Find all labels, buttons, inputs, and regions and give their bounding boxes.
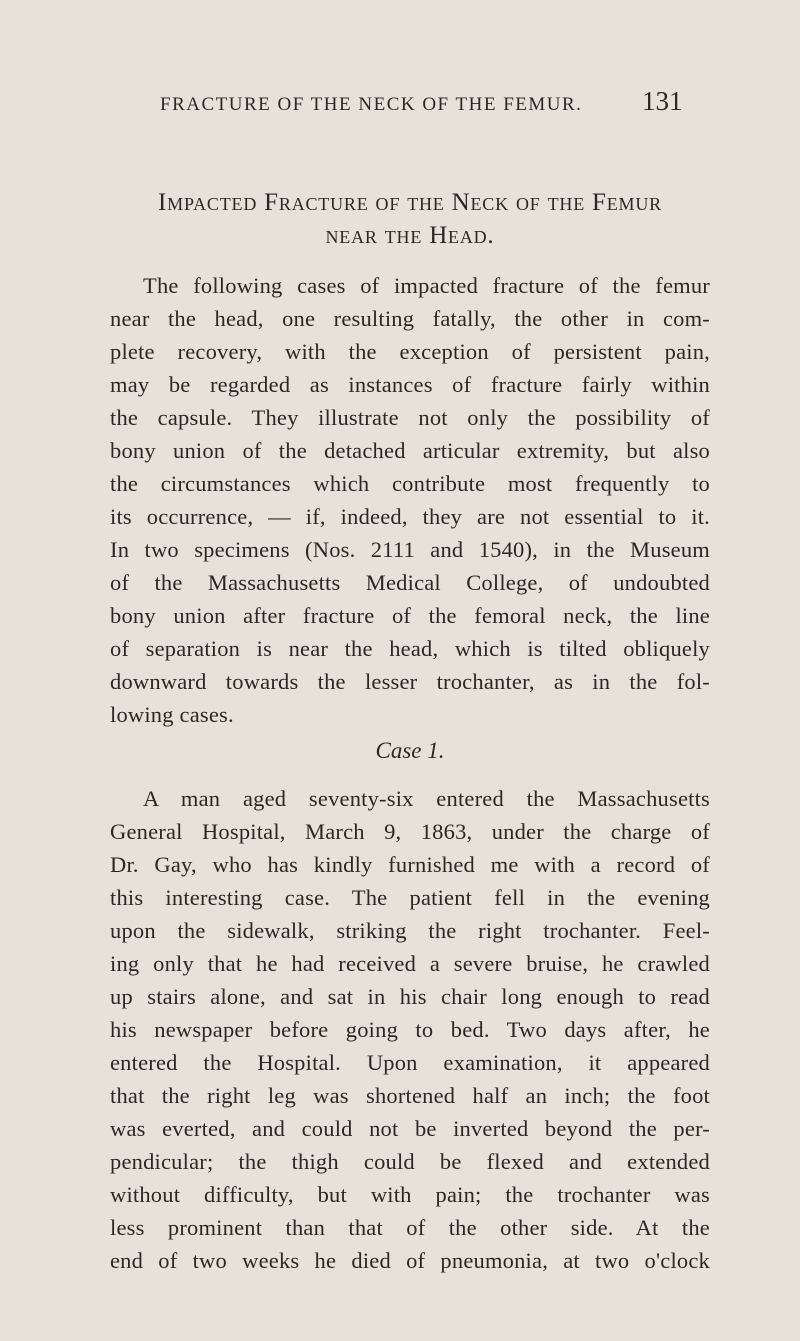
text-line: Dr. Gay, who has kindly furnished me with a record of	[110, 852, 710, 877]
text-line: A man aged seventy-six entered the Massachusetts	[143, 786, 710, 811]
text-line: less prominent than that of the other side. At the	[110, 1215, 710, 1240]
text-line: In two specimens (Nos. 2111 and 1540), in the Museum	[110, 537, 710, 562]
text-line: of the Massachusetts Medical College, of undoubted	[110, 570, 710, 595]
text-line: without difficulty, but with pain; the trochanter was	[110, 1182, 710, 1207]
section-title-line-2: near the Head.	[325, 222, 495, 249]
text-line: of separation is near the head, which is tilted obliquely	[110, 636, 710, 661]
text-line: up stairs alone, and sat in his chair long enough to read	[110, 984, 710, 1009]
text-line: ing only that he had received a severe bruise, he crawled	[110, 951, 710, 976]
text-line: that the right leg was shortened half an inch; the foot	[110, 1083, 710, 1108]
section-title-line-1: Impacted Fracture of the Neck of the Femur	[158, 189, 662, 216]
text-line: The following cases of impacted fracture of the femur	[143, 273, 710, 298]
text-line: its occurrence, — if, indeed, they are not essential to it.	[110, 504, 710, 529]
running-title: FRACTURE OF THE NECK OF THE FEMUR.	[160, 94, 583, 115]
text-line: the circumstances which contribute most frequently to	[110, 471, 710, 496]
text-line: General Hospital, March 9, 1863, under the charge of	[110, 819, 710, 844]
text-line: the capsule. They illustrate not only the possibility of	[110, 405, 710, 430]
text-line: was everted, and could not be inverted beyond the per-	[110, 1116, 710, 1141]
text-line: plete recovery, with the exception of persistent pain,	[110, 339, 710, 364]
text-line: end of two weeks he died of pneumonia, at two o'clock	[110, 1248, 710, 1273]
text-line: his newspaper before going to bed. Two days after, he	[110, 1017, 710, 1042]
text-line: pendicular; the thigh could be flexed and extended	[110, 1149, 710, 1174]
text-line: this interesting case. The patient fell in the evening	[110, 885, 710, 910]
text-line: downward towards the lesser trochanter, as in the fol-	[110, 669, 710, 694]
page-number: 131	[642, 86, 683, 116]
case-heading: Case 1.	[375, 738, 445, 763]
text-line: upon the sidewalk, striking the right trochanter. Feel-	[110, 918, 710, 943]
text-line: entered the Hospital. Upon examination, it appeared	[110, 1050, 710, 1075]
section-title	[110, 186, 710, 252]
text-line: bony union of the detached articular extremity, but also	[110, 438, 710, 463]
text-line: bony union after fracture of the femoral neck, the line	[110, 603, 710, 628]
text-line: lowing cases.	[110, 702, 234, 727]
text-line: near the head, one resulting fatally, the other in com-	[110, 306, 710, 331]
text-line: may be regarded as instances of fracture fairly within	[110, 372, 710, 397]
